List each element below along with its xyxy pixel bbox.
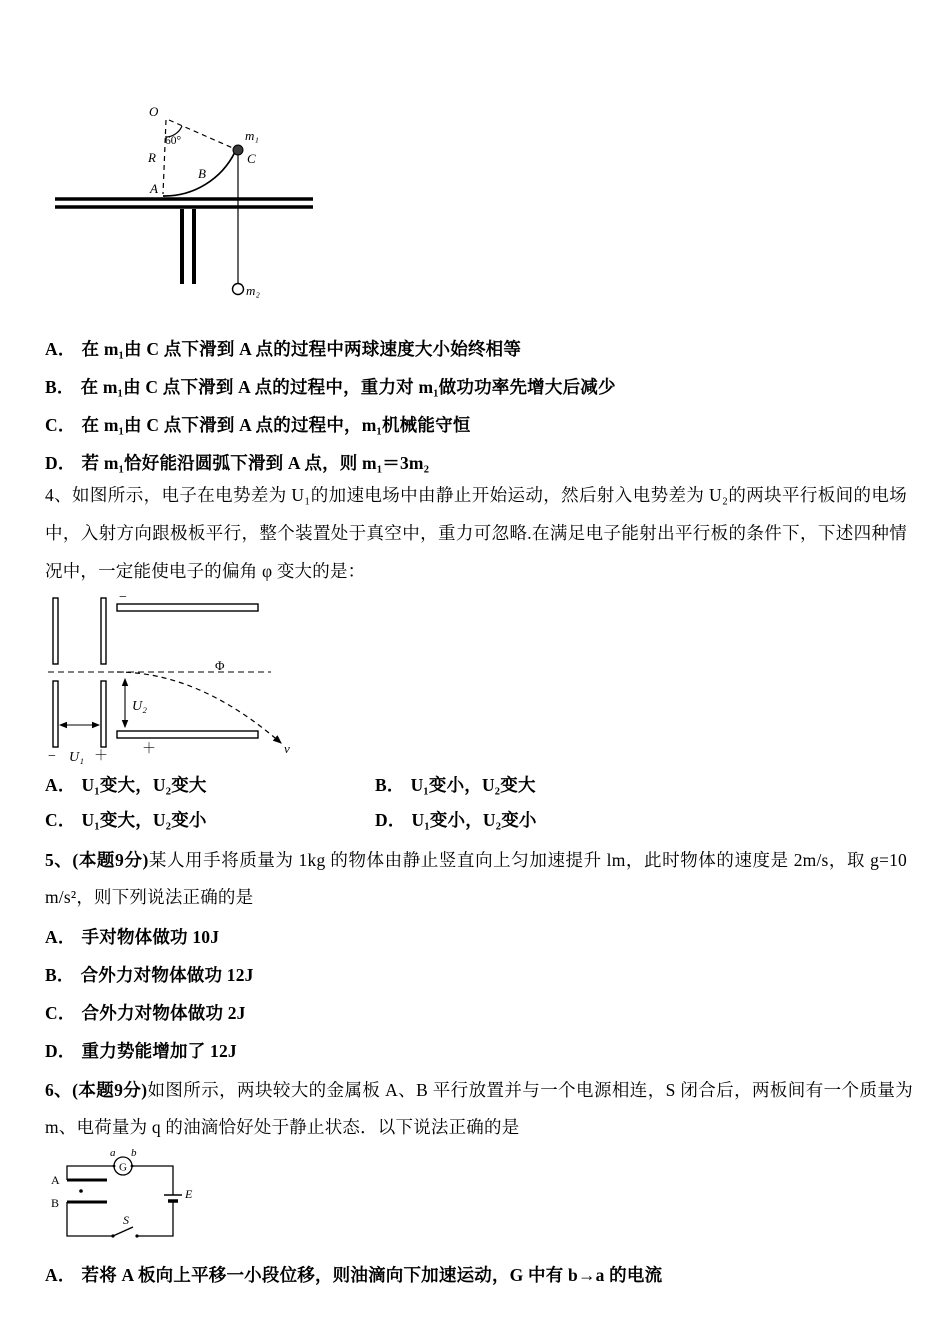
label-phi: Φ xyxy=(215,658,225,673)
switch-contact-dot xyxy=(135,1234,138,1237)
option-text: 在 m₁由 C 点下滑到 A 点的过程中，m₁机械能守恒 xyxy=(81,415,471,435)
accel-plate-left-top xyxy=(53,598,58,664)
question-5-stem xyxy=(45,842,907,916)
question-6-stem xyxy=(45,1072,913,1146)
question-text: 如图所示，电子在电势差为 U₁的加速电场中由静止开始运动，然后射入电势差为 U₂的两块平行板间的电场中，入射方向跟极板平行，整个装置处于真空中，重力可忽略.在满足电子能射出平行板的条件下，下述四种情况中，一定能使电子的偏角 φ 变大的是： xyxy=(45,485,907,581)
question-number: 4、 xyxy=(45,485,73,505)
question-number: 6、(本题9分) xyxy=(45,1080,148,1100)
construction-lines xyxy=(163,120,235,196)
label-m1: m₁ xyxy=(245,128,259,143)
label-b: b xyxy=(131,1148,137,1159)
wire-A-to-G xyxy=(67,1166,114,1180)
label-v: v xyxy=(284,741,290,756)
label-E: E xyxy=(185,1187,193,1201)
question-4-stem xyxy=(45,476,907,590)
ball-m2 xyxy=(233,284,244,295)
question-3-options xyxy=(45,330,925,482)
option-row-4c xyxy=(45,803,375,838)
radius-OA-dashed xyxy=(163,120,166,194)
option-text: 在 m₁由 C 点下滑到 A 点的过程中两球速度大小始终相等 xyxy=(81,339,522,359)
option-label: C． xyxy=(45,415,76,435)
option-label: D． xyxy=(45,453,76,473)
circuit-diagram-svg xyxy=(45,1148,215,1248)
option-text: 若将 A 板向上平移一小段位移，则油滴向下加速运动，G 中有 b→a 的电流 xyxy=(81,1265,663,1285)
option-row-5d xyxy=(45,1032,925,1070)
option-label: A． xyxy=(45,775,76,795)
label-S: S xyxy=(123,1213,129,1227)
option-text: 合外力对物体做功 2J xyxy=(81,1003,246,1023)
option-row-3c xyxy=(45,406,925,444)
option-label: A． xyxy=(45,927,76,947)
option-text: 重力势能增加了 12J xyxy=(81,1041,237,1061)
option-row-4d xyxy=(375,803,765,838)
terminal-b-dot xyxy=(131,1165,134,1168)
terminal-a-dot xyxy=(113,1165,116,1168)
oil-drop xyxy=(79,1189,83,1193)
option-label: B． xyxy=(45,377,75,397)
label-minus-accel: − xyxy=(48,749,56,764)
option-label: A． xyxy=(45,1265,76,1285)
option-row-3a xyxy=(45,330,925,368)
deflecting-plates xyxy=(117,604,258,738)
wire-switch-to-B xyxy=(67,1202,113,1236)
figure-pendulum-table xyxy=(55,92,355,312)
question-text: 某人用手将质量为 1kg 的物体由静止竖直向上匀加速提升 lm，此时物体的速度是 2m/s，取 g=10 m/s²，则下列说法正确的是 xyxy=(45,850,907,907)
label-minus-top-plate: − xyxy=(119,592,127,605)
option-row-5c xyxy=(45,994,925,1032)
option-row-5b xyxy=(45,956,925,994)
label-plus-accel: ＋ xyxy=(94,749,108,764)
deflect-plate-bottom xyxy=(117,731,258,738)
label-C: C xyxy=(247,151,256,166)
switch-blade xyxy=(113,1227,133,1236)
option-row-6a xyxy=(45,1256,925,1294)
question-text: 如图所示，两块较大的金属板 A、B 平行放置并与一个电源相连，S 闭合后，两板间有一个质量为 m、电荷量为 q 的油滴恰好处于静止状态．以下说法正确的是 xyxy=(45,1080,913,1137)
label-plus-bottom-plate: ＋ xyxy=(142,742,156,757)
question-6-options xyxy=(45,1256,925,1294)
option-row-3b xyxy=(45,368,925,406)
option-text: U₁变大，U₂变大 xyxy=(81,775,207,795)
question-4-options xyxy=(45,768,765,838)
option-text: U₁变小，U₂变大 xyxy=(410,775,536,795)
ball-m1 xyxy=(233,145,243,155)
option-text: U₁变大，U₂变小 xyxy=(81,810,207,830)
figure-capacitor xyxy=(45,592,325,769)
pendulum-diagram-svg xyxy=(55,92,355,307)
label-plate-A: A xyxy=(51,1173,60,1187)
option-label: B． xyxy=(45,965,75,985)
option-text: 手对物体做功 10J xyxy=(81,927,220,947)
option-text: U₁变小，U₂变小 xyxy=(411,810,537,830)
accel-plate-left-bottom xyxy=(53,681,58,747)
label-A: A xyxy=(150,181,158,196)
option-text: 在 m₁由 C 点下滑到 A 点的过程中，重力对 m₁做功功率先增大后减少 xyxy=(80,377,616,397)
accel-plate-right-top xyxy=(101,598,106,664)
label-u1: U₁ xyxy=(69,750,84,764)
option-row-4a xyxy=(45,768,375,803)
accel-plate-right-bottom xyxy=(101,681,106,747)
question-5-options xyxy=(45,918,925,1070)
label-a: a xyxy=(110,1148,116,1159)
label-R: R xyxy=(148,150,156,165)
label-O: O xyxy=(149,104,159,119)
label-plate-B: B xyxy=(51,1196,60,1210)
option-label: B． xyxy=(375,775,405,795)
option-row-4b xyxy=(375,768,765,803)
option-text: 合外力对物体做功 12J xyxy=(80,965,254,985)
label-angle-60: 60° xyxy=(165,135,182,147)
deflect-plate-top xyxy=(117,604,258,611)
label-B: B xyxy=(198,166,206,181)
option-label: D． xyxy=(45,1041,76,1061)
label-G: G xyxy=(119,1161,127,1174)
option-label: C． xyxy=(45,1003,76,1023)
option-label: C． xyxy=(45,810,76,830)
option-label: A． xyxy=(45,339,76,359)
wire-battery-to-switch xyxy=(137,1201,173,1236)
figure-circuit xyxy=(45,1148,215,1253)
diagram1-labels xyxy=(147,104,260,298)
option-label: D． xyxy=(375,810,406,830)
capacitor-diagram-svg xyxy=(45,592,325,764)
table xyxy=(55,199,313,284)
question-number: 5、(本题9分) xyxy=(45,850,149,870)
option-row-5a xyxy=(45,918,925,956)
label-u2: U₂ xyxy=(132,699,147,714)
option-text: 若 m₁恰好能沿圆弧下滑到 A 点，则 m₁＝3m₂ xyxy=(81,453,430,473)
label-m2: m₂ xyxy=(246,283,260,298)
wire-G-to-battery xyxy=(132,1166,173,1195)
